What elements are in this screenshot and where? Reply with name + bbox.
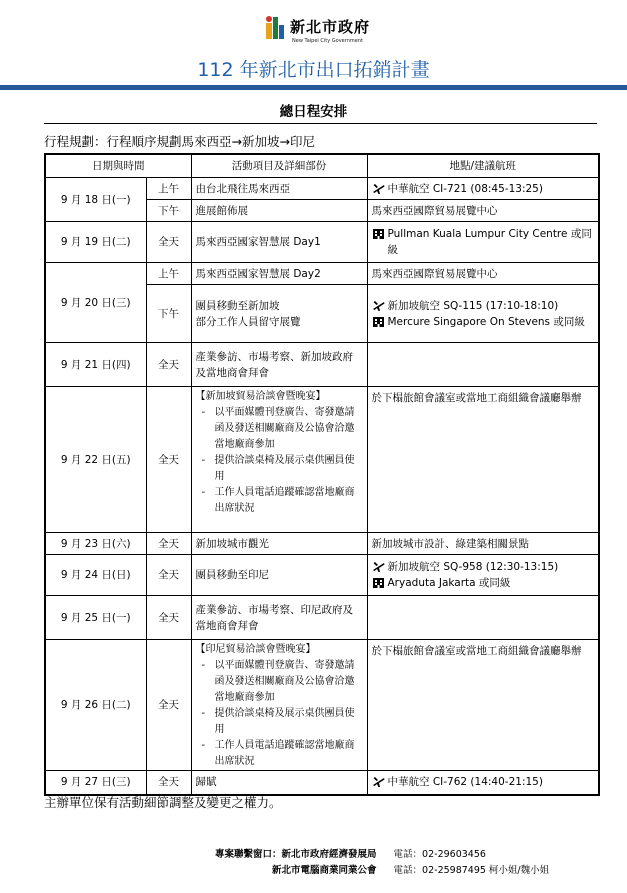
bullet-list (196, 405, 363, 517)
route-text: 行程規劃：行程順序規劃馬來西亞→新加坡→印尼 (44, 134, 315, 149)
table-row (45, 263, 599, 285)
date-cell: 9 月 20 日(三) (45, 263, 146, 343)
date-cell: 9 月 18 日(一) (45, 178, 146, 222)
location-cell: Pullman Kuala Lumpur City Centre 或同級 (367, 222, 599, 263)
slot-cell: 上午 (146, 178, 191, 200)
airplane-icon (372, 299, 385, 312)
location-cell: 中華航空 CI-762 (14:40-21:15) (367, 771, 599, 795)
date-cell: 9 月 23 日(六) (45, 533, 146, 555)
slot-cell: 下午 (146, 285, 191, 343)
footer-phone: 電話：02-29603456 (393, 849, 486, 860)
airplane-icon (372, 182, 385, 195)
schedule-table (44, 153, 600, 796)
logo-cn: 新北市政府 (290, 18, 371, 36)
date-cell: 9 月 27 日(三) (45, 771, 146, 795)
title-divider (0, 85, 627, 90)
table-row (45, 222, 599, 263)
activity-cell: 馬來西亞國家智慧展 Day1 (191, 222, 367, 263)
list-item: - 提供洽談桌椅及展示桌供團員使用 (202, 706, 363, 738)
date-cell: 9 月 21 日(四) (45, 343, 146, 387)
activity-cell: 團員移動至新加坡 部分工作人員留守展覽 (191, 285, 367, 343)
activity-cell: 進展館佈展 (191, 200, 367, 222)
activity-cell: 團員移動至印尼 (191, 555, 367, 596)
location-cell: 中華航空 CI-721 (08:45-13:25) (367, 178, 599, 200)
activity-cell: 產業參訪、市場考察、新加坡政府及當地商會拜會 (191, 343, 367, 387)
header-activity: 活動項目及詳細部份 (191, 154, 367, 178)
slot-cell: 全天 (146, 555, 191, 596)
activity-cell: 【新加坡貿易洽談會暨晚宴】 - 以平面媒體刊登廣告、寄發邀請函及發送相關廠商及公協會洽邀當地廠商參加 - 提供洽談桌椅及展示桌供團員使用 - 工作人員電話追蹤確認當地廠商出席狀況 (191, 387, 367, 533)
header-date: 日期與時間 (45, 154, 191, 178)
date-cell: 9 月 22 日(五) (45, 387, 146, 533)
header-location: 地點/建議航班 (367, 154, 599, 178)
slot-cell: 上午 (146, 263, 191, 285)
table-header-row (45, 154, 599, 178)
slot-cell: 全天 (146, 771, 191, 795)
footer-phone: 電話：02-25987495 柯小姐/魏小姐 (393, 865, 550, 876)
table-row (45, 596, 599, 640)
list-item: - 提供洽談桌椅及展示桌供團員使用 (202, 453, 363, 485)
section-title: 總日程安排 (279, 104, 348, 120)
list-item: - 工作人員電話追蹤確認當地廠商出席狀況 (202, 738, 363, 770)
table-row (45, 343, 599, 387)
hotel-icon (372, 227, 385, 240)
activity-cell: 新加坡城市觀光 (191, 533, 367, 555)
footer-label: 專案聯繫窗口：新北市政府經濟發展局 (215, 849, 377, 860)
section-divider (44, 123, 597, 124)
location-cell: 馬來西亞國際貿易展覽中心 (367, 200, 599, 222)
list-item: - 工作人員電話追蹤確認當地廠商出席狀況 (202, 485, 363, 517)
bullet-list (196, 658, 363, 770)
date-cell: 9 月 19 日(二) (45, 222, 146, 263)
location-cell: 新加坡航空 SQ-958 (12:30-13:15) Aryaduta Jakarta 或同級 (367, 555, 599, 596)
table-row (45, 771, 599, 795)
disclaimer-note: 主辦單位保有活動細節調整及變更之權力。 (44, 795, 282, 810)
location-cell: 於下榻旅館會議室或當地工商組織會議廳舉辦 (367, 640, 599, 771)
slot-cell: 下午 (146, 200, 191, 222)
slot-cell: 全天 (146, 533, 191, 555)
activity-cell: 馬來西亞國家智慧展 Day2 (191, 263, 367, 285)
hotel-icon (372, 315, 385, 328)
hotel-icon (372, 576, 385, 589)
table-row (45, 555, 599, 596)
activity-cell: 產業參訪、市場考察、印尼政府及當地商會拜會 (191, 596, 367, 640)
page-title: 112 年新北市出口拓銷計畫 (197, 59, 430, 81)
date-cell: 9 月 24 日(日) (45, 555, 146, 596)
location-cell: 馬來西亞國際貿易展覽中心 (367, 263, 599, 285)
location-cell: 新加坡城市設計、綠建築相關景點 (367, 533, 599, 555)
location-cell (367, 343, 599, 387)
activity-cell: 歸賦 (191, 771, 367, 795)
slot-cell: 全天 (146, 596, 191, 640)
table-row (45, 533, 599, 555)
slot-cell: 全天 (146, 222, 191, 263)
location-cell: 於下榻旅館會議室或當地工商組織會議廳舉辦 (367, 387, 599, 533)
date-cell: 9 月 26 日(二) (45, 640, 146, 771)
logo-en: New Taipei City Government (292, 38, 363, 44)
location-cell: 新加坡航空 SQ-115 (17:10-18:10) Mercure Singapore On Stevens 或同級 (367, 285, 599, 343)
logo (264, 14, 384, 50)
list-item: - 以平面媒體刊登廣告、寄發邀請函及發送相關廠商及公協會洽邀當地廠商參加 (202, 405, 363, 453)
list-item: - 以平面媒體刊登廣告、寄發邀請函及發送相關廠商及公協會洽邀當地廠商參加 (202, 658, 363, 706)
location-cell (367, 596, 599, 640)
footer-contact-2 (272, 862, 549, 876)
airplane-icon (372, 560, 385, 573)
table-row (45, 178, 599, 200)
table-row (45, 387, 599, 533)
slot-cell: 全天 (146, 640, 191, 771)
footer-contact (215, 846, 486, 860)
airplane-icon (372, 775, 385, 788)
slot-cell: 全天 (146, 343, 191, 387)
activity-cell: 【印尼貿易洽談會暨晚宴】 - 以平面媒體刊登廣告、寄發邀請函及發送相關廠商及公協會洽邀當地廠商參加 - 提供洽談桌椅及展示桌供團員使用 - 工作人員電話追蹤確認當地廠商出席狀況 (191, 640, 367, 771)
slot-cell: 全天 (146, 387, 191, 533)
date-cell: 9 月 25 日(一) (45, 596, 146, 640)
table-row (45, 640, 599, 771)
footer-org: 新北市電腦商業同業公會 (272, 865, 377, 876)
logo-mark-icon (264, 14, 286, 42)
activity-cell: 由台北飛往馬來西亞 (191, 178, 367, 200)
